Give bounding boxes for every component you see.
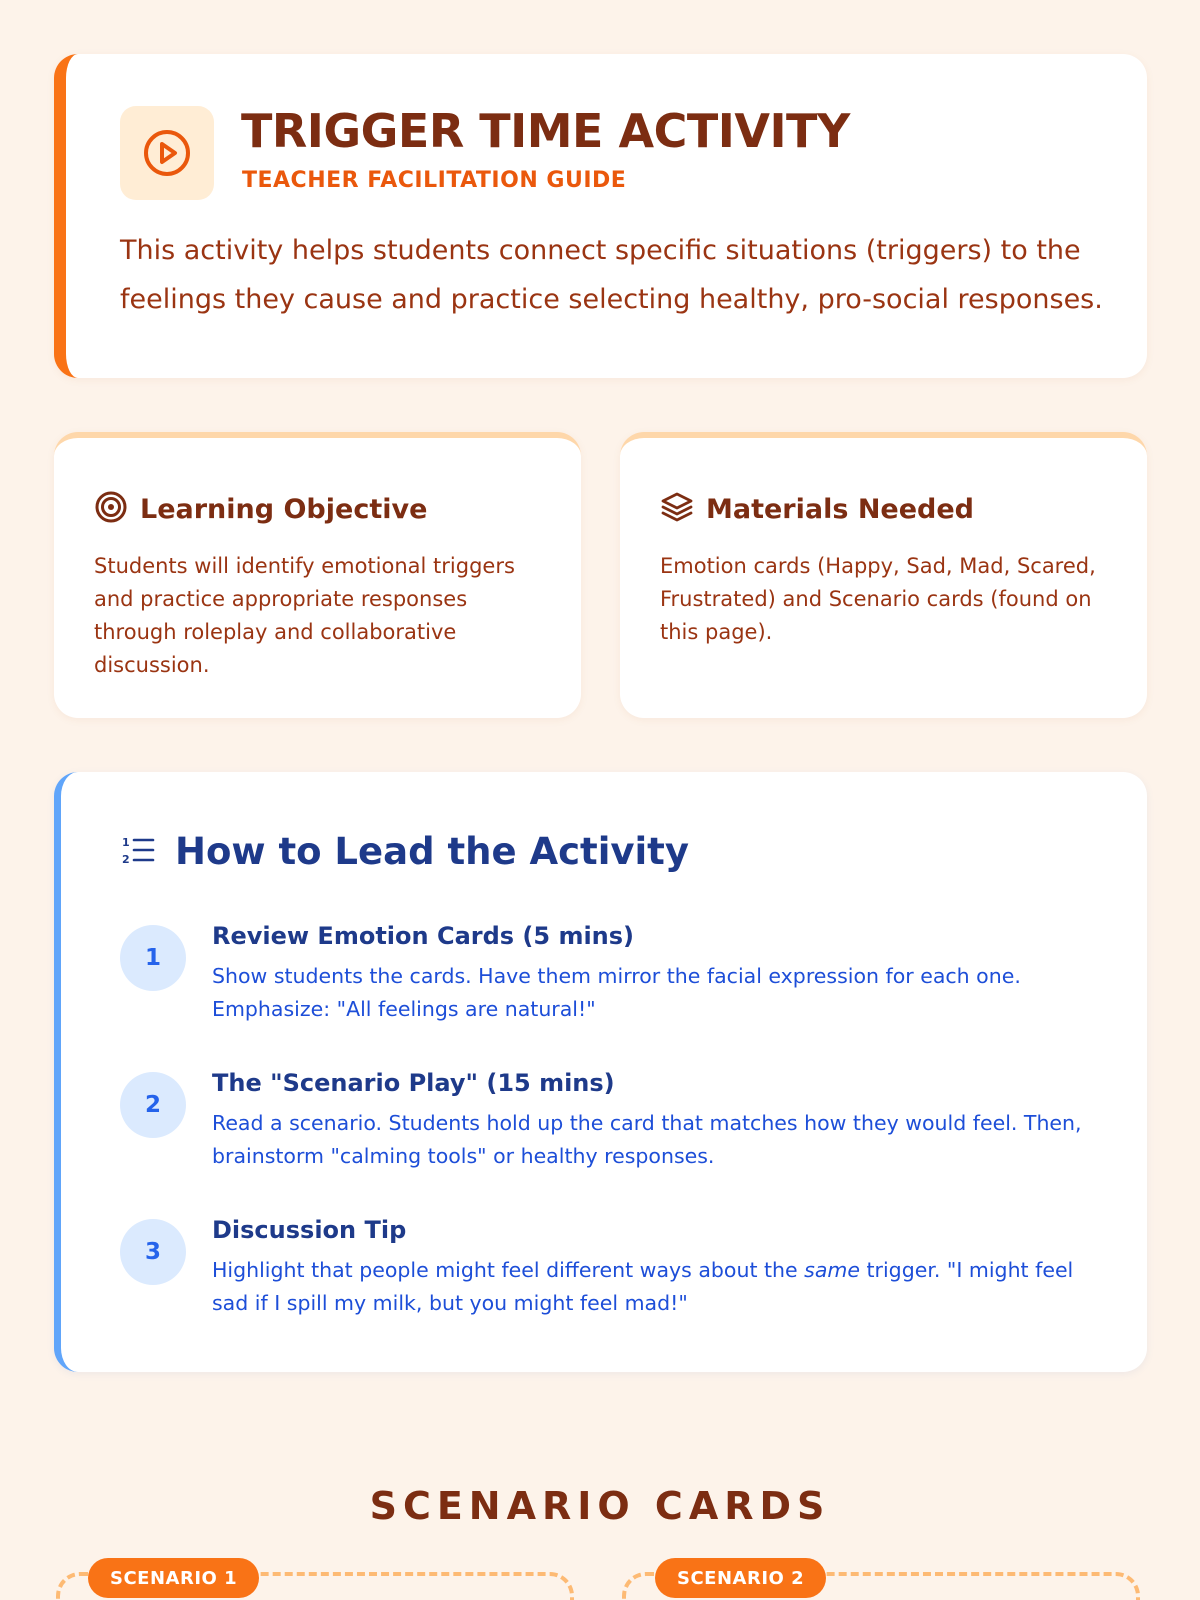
page-title: TRIGGER TIME ACTIVITY [241,104,850,158]
step-title: Review Emotion Cards (5 mins) [212,922,635,950]
how-to-title: How to Lead the Activity [175,830,689,873]
materials-card [620,432,1147,718]
numbered-list-icon [121,833,155,871]
step-title: The "Scenario Play" (15 mins) [212,1069,615,1097]
scenario-badge: SCENARIO 2 [655,1558,826,1598]
step-title: Discussion Tip [212,1216,407,1244]
play-circle-icon [120,106,214,200]
learning-objective-card [54,432,581,718]
step-description: Read a scenario. Students hold up the card that matches how they would feel. Then, brainstorm "calming tools" or healthy responses. [212,1111,1082,1168]
header-card [54,54,1147,378]
page-description: This activity helps students connect specific situations (triggers) to the feelings they cause and practice selecting healthy, pro-social responses. [120,235,1103,315]
step-description: Highlight that people might feel different ways about the same trigger. "I might feel sad if I spill my milk, but you might feel mad!" [212,1258,1074,1315]
learning-objective-text: Students will identify emotional triggers and practice appropriate responses through roleplay and collaborative discussion. [94,554,515,677]
layers-icon [660,490,694,528]
learning-objective-title: Learning Objective [140,493,428,525]
emphasis-text: same [804,1258,860,1282]
step-description: Show students the cards. Have them mirror the facial expression for each one. Emphasize: "All feelings are natural!" [212,964,1021,1021]
materials-title: Materials Needed [706,493,975,525]
step-number: 3 [120,1219,186,1285]
target-icon [94,490,128,528]
how-to-card [54,772,1147,1372]
scenario-section-title: SCENARIO CARDS [369,1484,831,1528]
svg-text:2: 2 [122,852,130,866]
svg-text:1: 1 [122,835,130,849]
materials-text: Emotion cards (Happy, Sad, Mad, Scared, Frustrated) and Scenario cards (found on this page). [660,554,1096,644]
scenario-badge: SCENARIO 1 [88,1558,259,1598]
step-number: 1 [120,925,186,991]
step-number: 2 [120,1072,186,1138]
page-subtitle: TEACHER FACILITATION GUIDE [242,168,627,193]
